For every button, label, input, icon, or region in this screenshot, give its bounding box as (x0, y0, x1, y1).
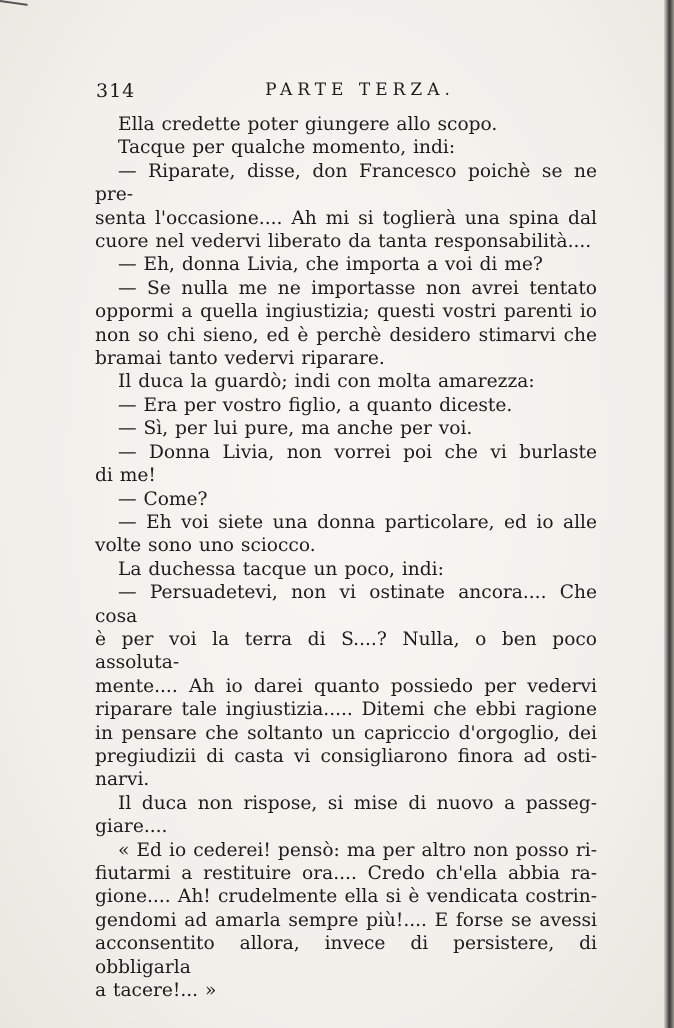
text-line: — Se nulla me ne importasse non avrei tentato (118, 277, 597, 299)
text-line: mente.... Ah io darei quanto possiedo per vedervi (95, 675, 597, 697)
paragraph (95, 113, 597, 136)
text-line: narvi. (95, 769, 150, 791)
text-line: di me! (95, 465, 156, 487)
corner-mark (0, 0, 28, 20)
text-line: oppormi a quella ingiustizia; questi vostri parenti io (95, 301, 597, 323)
running-head: PARTE TERZA. (265, 80, 455, 100)
paragraph (95, 488, 597, 511)
text-line: giare.... (95, 816, 168, 838)
text-line: è per voi la terra di S....? Nulla, o ben poco assoluta- (95, 628, 597, 674)
text-line: — Come? (118, 488, 208, 510)
paragraph (95, 394, 597, 417)
paragraph (95, 839, 597, 1003)
page-number: 314 (96, 80, 136, 102)
text-line: volte sono uno sciocco. (95, 535, 316, 557)
text-line: acconsentito allora, invece di persistere, di obbligarla (95, 933, 597, 978)
text-line: pregiudizii di casta vi consigliarono finora ad osti- (95, 745, 597, 767)
text-line: bramai tanto vedervi riparare. (95, 348, 385, 370)
text-line: a tacere!... » (95, 980, 217, 1002)
paragraph (95, 792, 597, 839)
text-line: La duchessa tacque un poco, indi: (118, 558, 444, 580)
paragraph (95, 136, 597, 159)
text-line: senta l'occasione.... Ah mi si toglierà una spina dal (95, 207, 597, 229)
paragraph (95, 441, 597, 488)
text-line: Ella credette poter giungere allo scopo. (118, 114, 498, 135)
paragraph (95, 417, 597, 440)
text-line: gione.... Ah! crudelmente ella si è vendicata costrin- (95, 886, 597, 908)
text-line: gendomi ad amarla sempre più!.... E forse se avessi (95, 909, 597, 931)
text-line: — Era per vostro figlio, a quanto diceste. (118, 394, 513, 416)
text-line: — Eh, donna Livia, che importa a voi di me? (118, 254, 543, 276)
text-line: — Sì, per lui pure, ma anche per voi. (118, 418, 473, 440)
paragraph (95, 581, 597, 792)
paragraph (95, 558, 597, 581)
text-line: Il duca non rispose, si mise di nuovo a passeg- (118, 792, 597, 814)
text-line: — Eh voi siete una donna particolare, ed io alle (118, 511, 597, 533)
text-line: — Donna Livia, non vorrei poi che vi burlaste (118, 441, 597, 463)
body-text (95, 113, 597, 1002)
text-line: non so chi sieno, ed è perchè desidero stimarvi che (95, 324, 597, 346)
text-line: — Persuadetevi, non vi ostinate ancora.... Che cosa (95, 582, 597, 627)
text-line: cuore nel vedervi liberato da tanta responsabilità.... (95, 231, 592, 253)
text-line: in pensare che soltanto un capriccio d'orgoglio, dei (95, 722, 597, 744)
text-line: riparare tale ingiustizia..... Ditemi che ebbi ragione (95, 699, 597, 721)
text-line: Il duca la guardò; indi con molta amarezza: (118, 371, 535, 393)
page-header (96, 80, 594, 106)
paragraph (95, 277, 597, 371)
paragraph (95, 160, 597, 254)
paragraph (95, 370, 597, 393)
page-edge-shadow (664, 0, 674, 1028)
text-line: — Riparate, disse, don Francesco poichè se ne pre- (95, 160, 597, 206)
text-line: fiutarmi a restituire ora.... Credo ch'ella abbia ra- (95, 863, 597, 884)
text-line: « Ed io cederei! pensò: ma per altro non posso ri- (118, 839, 597, 861)
paragraph (95, 511, 597, 558)
text-line: Tacque per qualche momento, indi: (118, 137, 456, 159)
paragraph (95, 253, 597, 276)
